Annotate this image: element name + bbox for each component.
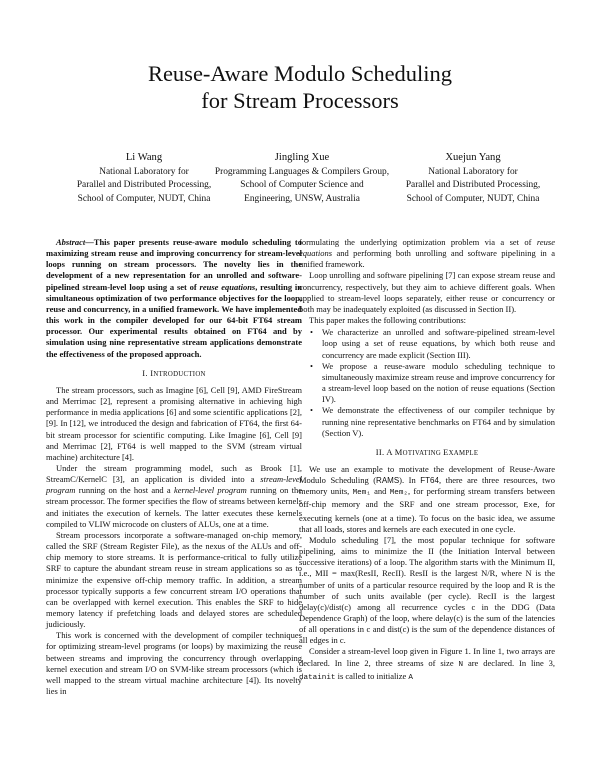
paragraph: formulating the underlying optimization problem via a set of reuse equations and performing both unrolling and software pipelining in a unified framework. [299, 237, 555, 270]
paragraph: Consider a stream-level loop given in Figure 1. In line 1, two arrays are declared. In line 2, three streams of size N are declared. In line 3, datainit is called to initialize A [299, 646, 555, 682]
paper-title [0, 60, 600, 114]
author-name: Jingling Xue [274, 152, 330, 163]
author-block-2 [192, 151, 412, 206]
bullet-icon: • [310, 360, 313, 371]
paragraph: The stream processors, such as Imagine [6], Cell [9], AMD FireStream and Merrimac [2], represent a promising alternative in achieving high performance in media applications [6] and some scientific applications [2], [9]. In [12], we introduced the design and fabrication of FT64, the first 64-bit stream processor for scientific computing. Like Imagine [6], Cell [9] and Merrimac [2], FT64 is well mapped to the SVM (stream virtual machine) architecture [4]. [46, 384, 302, 462]
abstract-label: Abstract [56, 237, 86, 247]
list-item: • We demonstrate the effectiveness of our compiler technique by running nine representative benchmarks on FT64 and by simulation (Section V). [310, 405, 555, 438]
author-name: Li Wang [125, 152, 163, 163]
paragraph: Under the stream programming model, such as Brook [1], StreamC/KernelC [3], an application is divided into a stream-level program running on the host and a kernel-level program running on the stream processor. The former specifies the flow of streams between kernels and initiates the execution of kernels. The latter executes these kernels compiled to VLIW microcode on clusters of ALUs, one at a time. [46, 462, 303, 529]
list-item: • We characterize an unrolled and software-pipelined stream-level loop using a set of reuse equations, by which both reuse and concurrency are made explicit (Section III). [310, 327, 555, 360]
paragraph: Stream processors incorporate a software-managed on-chip memory, called the SRF (Stream Register File), as the nexus of the ALUs and off-chip memory to store streams. It is performance-critical to fully utilize SRF to capture the abundant stream reuse in stream applications so as to minimize the expensive off-chip memory traffic. In addition, a stream processor typically supports a few concurrent stream I/O operations that can be overlapped with kernel execution. This enables the SRF to hide memory latency if prefetching loads and delayed stores are scheduled judiciously. [46, 529, 302, 630]
author-affiliation: Engineering, UNSW, Australia [244, 193, 360, 204]
right-column [299, 237, 555, 684]
paragraph: We use an example to motivate the development of Reuse-Aware Modulo Scheduling (RAMS). In FT64, there are three resources, two memory units, Mem₁ and Mem₂, for performing stream transfers between off-chip memory and the SRF and one stream processor, Exe, for executing kernels (one at a time). To focus on the basic idea, we assume that all loads, stores and kernels are each executed in one cycle. [299, 463, 555, 534]
bullet-icon: • [310, 327, 313, 338]
author-block-3 [382, 151, 564, 206]
author-affiliation: Parallel and Distributed Processing, [76, 180, 212, 191]
section-heading-introduction: I. INTRODUCTION [142, 367, 206, 378]
paragraph: This paper makes the following contributions: [309, 315, 466, 326]
section-heading-motivating-example: II. A MOTIVATING EXAMPLE [375, 446, 479, 457]
author-affiliation: Parallel and Distributed Processing, [405, 180, 541, 191]
bullet-icon: • [310, 405, 313, 416]
author-affiliation: School of Computer Science and [240, 180, 364, 191]
title-line-1: Reuse-Aware Modulo Scheduling [147, 61, 453, 86]
contribution-list [299, 327, 555, 439]
author-affiliation: School of Computer, NUDT, China [77, 193, 211, 204]
paragraph: Modulo scheduling [7], the most popular technique for software pipelining, aims to minimize the II (the Initiation Interval between successive iterations) of a loop. The algorithm starts with the Minimum II, i.e., MII = max(ResII, RecII). ResII is the largest N/R, where N is the number of units of a particular resource required by the loop and R is the number of such units available (per cycle). RecII is the largest delay(c)/dist(c) among all recurrence cycles c in the DDG (Data Dependence Graph) of the loop, where delay(c) is the sum of the latencies of all operations in c and dist(c) is the sum of the dependence distances of all edges in c. [299, 534, 555, 646]
author-affiliation: National Laboratory for [99, 166, 189, 177]
paragraph: Loop unrolling and software pipelining [7] can expose stream reuse and concurrency, respectively, but they aim to achieve different goals. When applied to stream-level loops separately, either reuse or concurrency or both may be inadequately exploited (as discussed in Section II). [299, 270, 555, 314]
author-affiliation: Programming Languages & Compilers Group, [214, 166, 390, 177]
left-column [46, 237, 302, 697]
title-line-2: for Stream Processors [201, 88, 399, 113]
paragraph: This work is concerned with the development of compiler techniques for optimizing stream-level programs (or loops) by maximizing the reuse between streams and improving the concurrency through overlapping kernel execution and stream I/O on SVM-like stream processors (which is well mapped to the stream virtual machine architecture [4]). Its novelty lies in [46, 630, 302, 697]
author-affiliation: School of Computer, NUDT, China [406, 193, 540, 204]
list-item: • We propose a reuse-aware modulo scheduling technique to simultaneously maximize stream reuse and improve concurrency for a stream-level loop based on the notion of reuse equations (Section IV). [310, 360, 555, 405]
author-name: Xuejun Yang [445, 152, 501, 163]
abstract: Abstract—This paper presents reuse-aware modulo scheduling to maximizing stream reuse and improving concurrency for stream-level loops running on stream processors. The novelty lies in the development of a new representation for an unrolled and software-pipelined stream-level loop using a set of reuse equations, resulting in simultaneous optimization of two performance objectives for the loop, reuse and concurrency, in a unified framework. We have implemented this work in the compiler developed for our 64-bit FT64 stream processor. Our experimental results obtained on FT64 and by simulation using nine representative stream applications demonstrate the effectiveness of the proposed approach. [46, 237, 302, 359]
author-affiliation: National Laboratory for [428, 166, 518, 177]
